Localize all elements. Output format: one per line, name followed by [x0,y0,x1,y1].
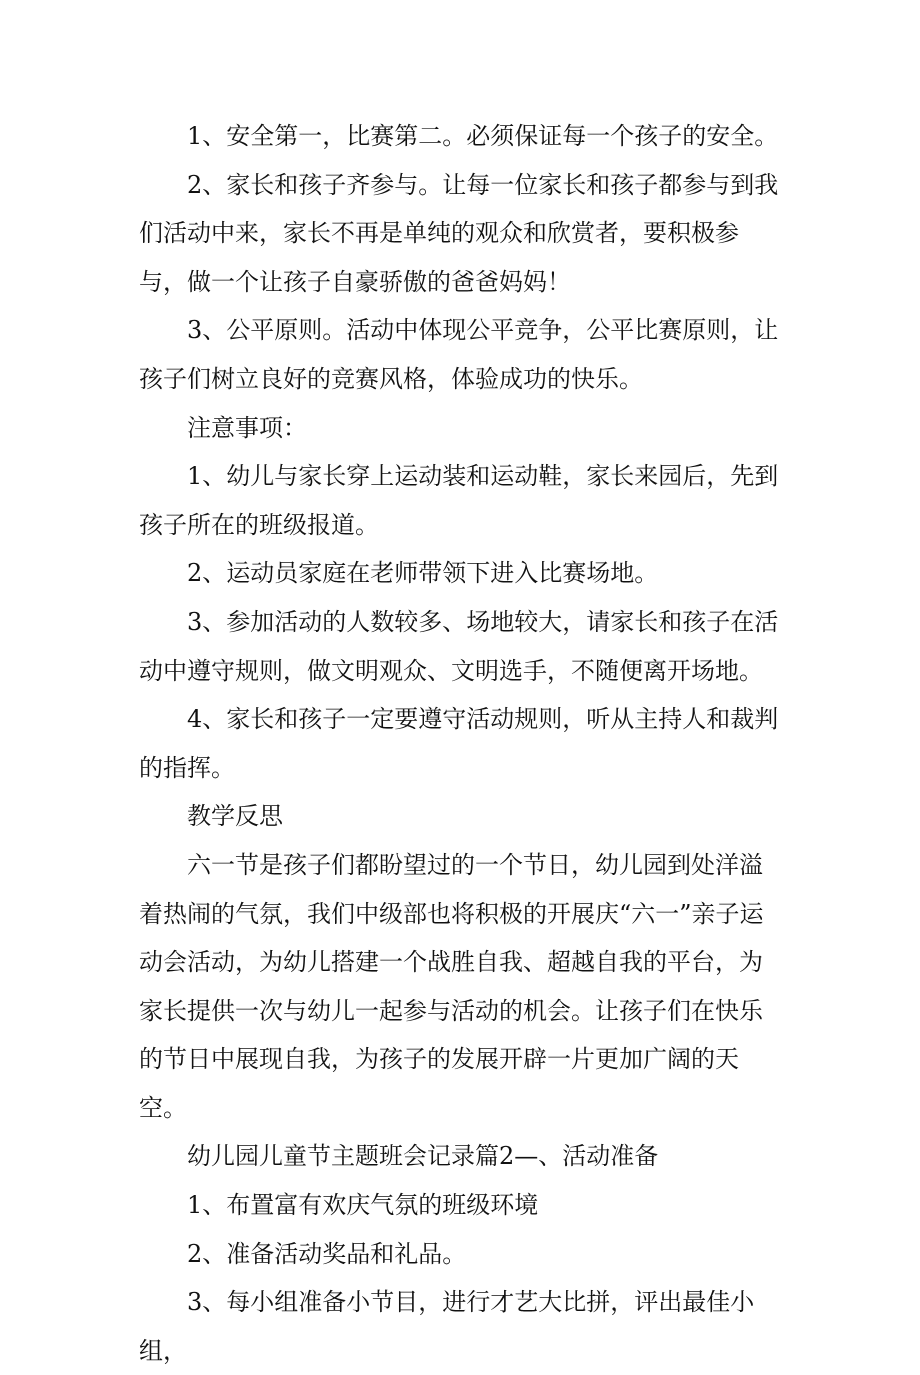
paragraph-prep-2: 2、准备活动奖品和礼品。 [187,1239,467,1268]
paragraph-safety-first: 1、安全第一，比赛第二。必须保证每一个孩子的安全。 [187,122,779,150]
paragraph-prep-1: 1、布置富有欢庆气氛的班级环境 [187,1191,539,1220]
paragraph-note-4: 4、家长和孩子一定要遵守活动规则，听从主持人和裁判的指挥。 [139,705,779,782]
heading-teaching-reflection: 教学反思 [187,802,283,831]
paragraph-fairness: 3、公平原则。活动中体现公平竞争，公平比赛原则，让孩子们树立良好的竞赛风格，体验成功的快乐。 [139,316,779,393]
heading-record-2: 幼儿园儿童节主题班会记录篇2—、活动准备 [187,1142,659,1171]
document-body [139,112,781,1375]
paragraph-reflection: 六一节是孩子们都盼望过的一个节日，幼儿园到处洋溢着热闹的气氛，我们中级部也将积极的开展庆“六一”亲子运动会活动，为幼儿搭建一个战胜自我、超越自我的平台，为家长提供一次与幼儿一起参与活动的机会。让孩子们在快乐的节日中展现自我，为孩子的发展开辟一片更加广阔的天空。 [139,850,764,1122]
paragraph-note-1: 1、幼儿与家长穿上运动装和运动鞋，家长来园后，先到孩子所在的班级报道。 [139,462,779,539]
paragraph-prep-3: 3、每小组准备小节目，进行才艺大比拼，评出最佳小组， [139,1288,755,1365]
paragraph-note-3: 3、参加活动的人数较多、场地较大，请家长和孩子在活动中遵守规则，做文明观众、文明选手，不随便离开场地。 [139,607,779,685]
heading-notes: 注意事项： [187,413,307,442]
paragraph-parents-participate: 2、家长和孩子齐参与。让每一位家长和孩子都参与到我们活动中来，家长不再是单纯的观众和欣赏者，要积极参与，做一个让孩子自豪骄傲的爸爸妈妈！ [139,170,779,296]
paragraph-note-2: 2、运动员家庭在老师带领下进入比赛场地。 [187,559,659,588]
